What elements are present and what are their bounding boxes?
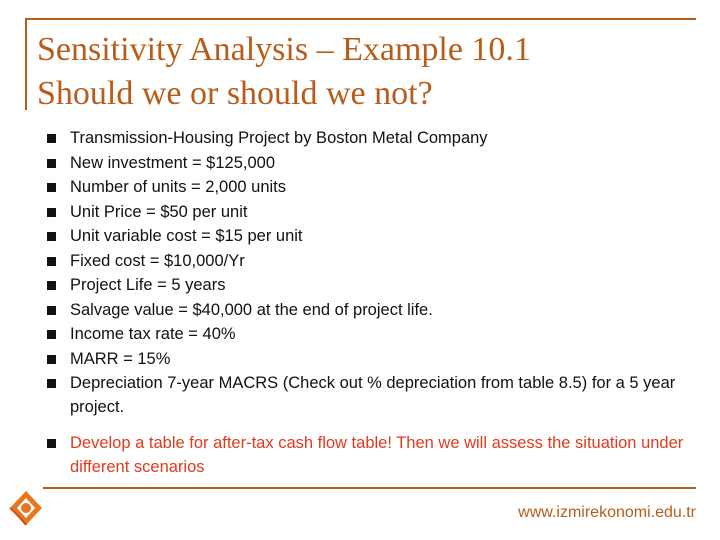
bullet-text: Project Life = 5 years — [70, 276, 226, 294]
bullet-item — [47, 250, 697, 274]
highlight-bullet-item — [47, 432, 697, 479]
bullet-text: MARR = 15% — [70, 349, 171, 368]
square-bullet-icon — [47, 330, 56, 339]
slide-title-line-1: Sensitivity Analysis – Example 10.1 — [37, 31, 531, 68]
square-bullet-icon — [47, 281, 56, 290]
bullet-item — [47, 201, 697, 225]
slide-title — [37, 28, 697, 116]
square-bullet-icon — [47, 379, 56, 388]
square-bullet-icon — [47, 232, 56, 241]
square-bullet-icon — [47, 134, 56, 143]
square-bullet-icon — [47, 439, 56, 448]
footer-url[interactable]: www.izmirekonomi.edu.tr — [518, 504, 696, 521]
bullet-text: Unit variable cost = $15 per unit — [70, 227, 303, 245]
square-bullet-icon — [47, 306, 56, 315]
square-bullet-icon — [47, 355, 56, 364]
bullet-text: Income tax rate = 40% — [70, 325, 236, 343]
slide-title-line-2: Should we or should we not? — [37, 75, 433, 112]
bullet-item — [47, 372, 697, 419]
bullet-text: Number of units = 2,000 units — [70, 178, 286, 196]
bullet-text: Salvage value = $40,000 at the end of project life. — [70, 300, 433, 319]
square-bullet-icon — [47, 257, 56, 266]
title-frame-left-rule — [25, 18, 27, 110]
square-bullet-icon — [47, 208, 56, 217]
square-bullet-icon — [47, 159, 56, 168]
square-bullet-icon — [47, 183, 56, 192]
bullet-item — [47, 225, 697, 249]
bullet-text: Depreciation 7-year MACRS (Check out % depreciation from table 8.5) for a 5 year project. — [70, 374, 676, 416]
bullet-text: New investment = $125,000 — [70, 153, 276, 172]
bullet-list — [47, 127, 697, 480]
highlight-bullet-text: Develop a table for after-tax cash flow table! Then we will assess the situation under different scenarios — [70, 434, 684, 476]
bullet-item — [47, 176, 697, 200]
title-frame-top-rule — [25, 18, 696, 20]
bullet-item — [47, 348, 697, 372]
bullet-item — [47, 299, 697, 323]
footer-rule — [43, 487, 696, 489]
bullet-item — [47, 127, 697, 151]
university-logo-icon — [6, 489, 46, 527]
bullet-text: Unit Price = $50 per unit — [70, 202, 248, 221]
bullet-text: Fixed cost = $10,000/Yr — [70, 251, 245, 270]
bullet-item — [47, 274, 697, 298]
bullet-text: Transmission-Housing Project by Boston Metal Company — [70, 129, 488, 147]
bullet-item — [47, 323, 697, 347]
bullet-item — [47, 152, 697, 176]
